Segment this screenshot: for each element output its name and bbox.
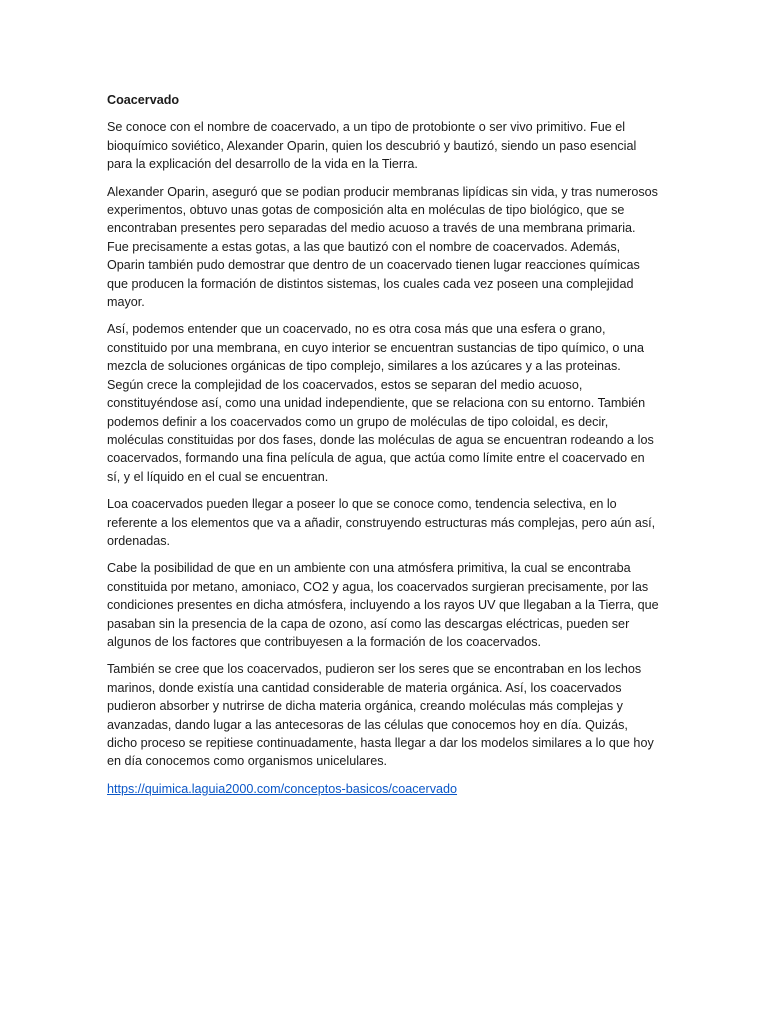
paragraph-oparin: Alexander Oparin, aseguró que se podian producir membranas lipídicas sin vida, y tras numerosos experimentos, obtuvo unas gotas de composición alta en moléculas de tipo biológico, que se encontraban presentes pero separadas del medio acuoso a través de una membrana primaria. Fue precisamente a estas gotas, a las que bautizó con el nombre de coacervados. Además, Oparin también pudo demostrar que dentro de un coacervado tienen lugar reacciones químicas que producen la formación de distintos sistemas, los cuales cada vez poseen una complejidad mayor. (107, 184, 658, 310)
paragraph-selective-tendency: Loa coacervados pueden llegar a poseer lo que se conoce como, tendencia selectiva, en lo referente a los elementos que va a añadir, construyendo estructuras más complejas, pero aún así, ordenadas. (107, 497, 656, 548)
paragraph-intro: Se conoce con el nombre de coacervado, a un tipo de protobionte o ser vivo primitivo. Fue el bioquímico soviético, Alexander Oparin, quien los descubrió y bautizó, siendo un paso esencial para la explicación del desarrollo de la vida en la Tierra. (107, 120, 637, 172)
source-line (107, 780, 659, 798)
paragraph-definition: Así, podemos entender que un coacervado, no es otra cosa más que una esfera o grano, constituido por una membrana, en cuyo interior se encuentran sustancias de tipo químico, o una mezcla de soluciones orgánicas de tipo complejo, similares a los azúcares y a las proteinas. Según crece la complejidad de los coacervados, estos se separan del medio acuoso, constituyéndose así, como una unidad independiente, que se relaciona con su entorno. También podemos definir a los coacervados como un grupo de moléculas de tipo coloidal, es decir, moléculas constituidas por dos fases, donde las moléculas de agua se encuentran rodeando a los coacervados, formando una fina película de agua, que actúa como límite entre el coacervado en sí, y el líquido en el cual se encuentran. (107, 322, 654, 484)
paragraph-marine-origin: También se cree que los coacervados, pudieron ser los seres que se encontraban en los lechos marinos, donde existía una cantidad considerable de materia orgánica. Así, los coacervados pudieron absorber y nutrirse de dicha materia orgánica, creando moléculas más complejas y avanzadas, dando lugar a las antecesoras de las células que conocemos hoy en día. Quizás, dicho proceso se repitiese continuadamente, hasta llegar a dar los modelos similares a lo que hoy en día conocemos como organismos unicelulares. (107, 662, 654, 769)
source-link[interactable]: https://quimica.laguia2000.com/conceptos-basicos/coacervado (107, 781, 458, 796)
paragraph-primitive-atmosphere: Cabe la posibilidad de que en un ambiente con una atmósfera primitiva, la cual se encontraba constituida por metano, amoniaco, CO2 y agua, los coacervados surgieran precisamente, por las condiciones presentes en dicha atmósfera, incluyendo a los rayos UV que llegaban a la Tierra, que pasaban sin la presencia de la capa de ozono, así como las descargas eléctricas, pueden ser algunos de los factores que contribuyesen a la formación de los coacervados. (107, 561, 659, 649)
document-title: Coacervado (107, 93, 180, 107)
document-page (107, 91, 659, 807)
